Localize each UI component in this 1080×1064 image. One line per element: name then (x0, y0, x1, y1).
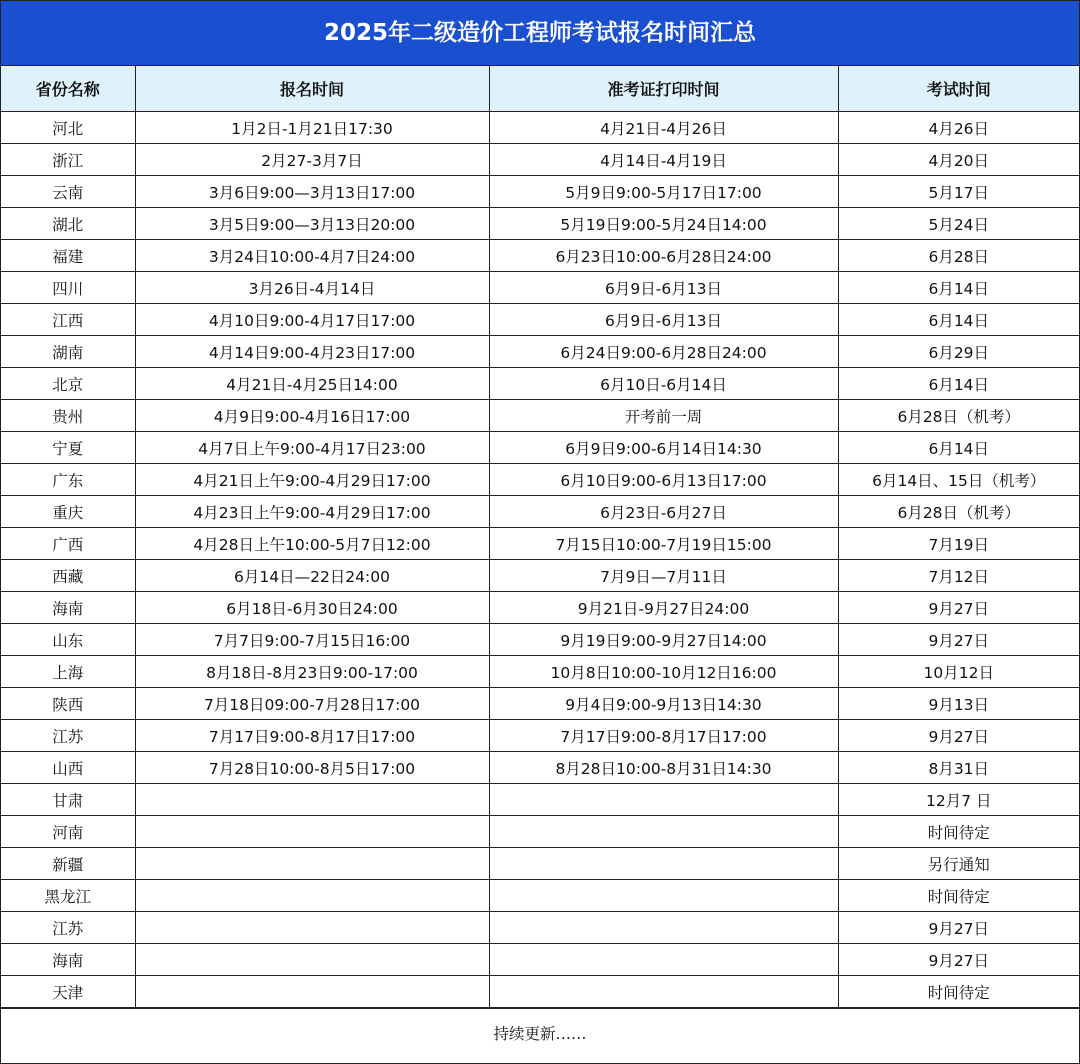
cell-exam-time: 7月19日 (838, 528, 1079, 560)
cell-exam-time: 9月27日 (838, 624, 1079, 656)
cell-exam-time: 4月26日 (838, 112, 1079, 144)
cell-registration-time: 7月17日9:00-8月17日17:00 (135, 720, 489, 752)
cell-province: 广东 (1, 464, 135, 496)
table-row (1, 144, 1079, 176)
cell-province: 西藏 (1, 560, 135, 592)
table-row (1, 592, 1079, 624)
cell-registration-time (135, 784, 489, 816)
table-row (1, 752, 1079, 784)
cell-exam-time: 9月27日 (838, 720, 1079, 752)
cell-exam-time: 9月27日 (838, 912, 1079, 944)
cell-admission-ticket-time: 4月21日-4月26日 (489, 112, 838, 144)
cell-registration-time: 7月28日10:00-8月5日17:00 (135, 752, 489, 784)
cell-admission-ticket-time (489, 880, 838, 912)
cell-province: 河南 (1, 816, 135, 848)
cell-province: 江苏 (1, 720, 135, 752)
cell-registration-time (135, 880, 489, 912)
table-row (1, 624, 1079, 656)
cell-exam-time: 时间待定 (838, 816, 1079, 848)
cell-province: 上海 (1, 656, 135, 688)
table-row (1, 944, 1079, 976)
cell-registration-time: 4月10日9:00-4月17日17:00 (135, 304, 489, 336)
cell-province: 山西 (1, 752, 135, 784)
cell-admission-ticket-time: 6月9日9:00-6月14日14:30 (489, 432, 838, 464)
header-registration-time: 报名时间 (135, 66, 489, 112)
cell-exam-time: 6月14日 (838, 432, 1079, 464)
cell-exam-time: 9月13日 (838, 688, 1079, 720)
table-row (1, 272, 1079, 304)
cell-registration-time: 3月26日-4月14日 (135, 272, 489, 304)
page-title: 2025年二级造价工程师考试报名时间汇总 (1, 1, 1079, 66)
cell-admission-ticket-time: 9月21日-9月27日24:00 (489, 592, 838, 624)
cell-province: 河北 (1, 112, 135, 144)
table-row (1, 432, 1079, 464)
cell-admission-ticket-time: 6月10日9:00-6月13日17:00 (489, 464, 838, 496)
table-row (1, 720, 1079, 752)
cell-registration-time: 3月6日9:00—3月13日17:00 (135, 176, 489, 208)
table-row (1, 208, 1079, 240)
cell-registration-time (135, 848, 489, 880)
cell-province: 重庆 (1, 496, 135, 528)
cell-exam-time: 5月24日 (838, 208, 1079, 240)
cell-registration-time: 7月7日9:00-7月15日16:00 (135, 624, 489, 656)
header-exam-time: 考试时间 (838, 66, 1079, 112)
table-row (1, 784, 1079, 816)
cell-province: 云南 (1, 176, 135, 208)
table-row (1, 368, 1079, 400)
cell-province: 黑龙江 (1, 880, 135, 912)
table-row (1, 560, 1079, 592)
cell-province: 新疆 (1, 848, 135, 880)
cell-exam-time: 6月28日（机考） (838, 496, 1079, 528)
cell-province: 广西 (1, 528, 135, 560)
header-admission-ticket-time: 准考证打印时间 (489, 66, 838, 112)
cell-exam-time: 7月12日 (838, 560, 1079, 592)
table-row (1, 400, 1079, 432)
cell-exam-time: 9月27日 (838, 944, 1079, 976)
cell-province: 甘肃 (1, 784, 135, 816)
cell-province: 四川 (1, 272, 135, 304)
table-row (1, 240, 1079, 272)
schedule-table (1, 66, 1079, 1008)
cell-province: 北京 (1, 368, 135, 400)
cell-exam-time: 8月31日 (838, 752, 1079, 784)
cell-exam-time: 6月14日 (838, 368, 1079, 400)
cell-admission-ticket-time (489, 976, 838, 1008)
cell-exam-time: 时间待定 (838, 976, 1079, 1008)
cell-registration-time: 4月21日上午9:00-4月29日17:00 (135, 464, 489, 496)
table-body (1, 112, 1079, 1008)
cell-admission-ticket-time: 9月19日9:00-9月27日14:00 (489, 624, 838, 656)
cell-exam-time: 另行通知 (838, 848, 1079, 880)
cell-exam-time: 6月28日（机考） (838, 400, 1079, 432)
cell-exam-time: 4月20日 (838, 144, 1079, 176)
cell-admission-ticket-time: 7月9日—7月11日 (489, 560, 838, 592)
table-row (1, 880, 1079, 912)
cell-registration-time: 6月18日-6月30日24:00 (135, 592, 489, 624)
cell-admission-ticket-time: 开考前一周 (489, 400, 838, 432)
cell-admission-ticket-time (489, 912, 838, 944)
cell-registration-time (135, 944, 489, 976)
cell-admission-ticket-time (489, 848, 838, 880)
cell-province: 天津 (1, 976, 135, 1008)
cell-province: 浙江 (1, 144, 135, 176)
table-row (1, 912, 1079, 944)
cell-registration-time: 4月23日上午9:00-4月29日17:00 (135, 496, 489, 528)
cell-exam-time: 6月14日、15日（机考） (838, 464, 1079, 496)
cell-registration-time: 2月27-3月7日 (135, 144, 489, 176)
header-province: 省份名称 (1, 66, 135, 112)
cell-admission-ticket-time: 9月4日9:00-9月13日14:30 (489, 688, 838, 720)
table-row (1, 528, 1079, 560)
cell-province: 福建 (1, 240, 135, 272)
header-row (1, 66, 1079, 112)
cell-registration-time: 4月14日9:00-4月23日17:00 (135, 336, 489, 368)
footer-note: 持续更新…… (1, 1008, 1079, 1059)
cell-admission-ticket-time: 8月28日10:00-8月31日14:30 (489, 752, 838, 784)
cell-exam-time: 12月7 日 (838, 784, 1079, 816)
cell-exam-time: 6月29日 (838, 336, 1079, 368)
table-row (1, 976, 1079, 1008)
cell-province: 宁夏 (1, 432, 135, 464)
cell-exam-time: 6月14日 (838, 304, 1079, 336)
cell-registration-time (135, 912, 489, 944)
cell-admission-ticket-time: 6月23日10:00-6月28日24:00 (489, 240, 838, 272)
cell-registration-time: 4月28日上午10:00-5月7日12:00 (135, 528, 489, 560)
table-row (1, 848, 1079, 880)
cell-admission-ticket-time: 5月9日9:00-5月17日17:00 (489, 176, 838, 208)
cell-province: 海南 (1, 592, 135, 624)
cell-registration-time: 4月21日-4月25日14:00 (135, 368, 489, 400)
cell-registration-time: 6月14日—22日24:00 (135, 560, 489, 592)
cell-admission-ticket-time: 10月8日10:00-10月12日16:00 (489, 656, 838, 688)
cell-admission-ticket-time (489, 816, 838, 848)
cell-exam-time: 9月27日 (838, 592, 1079, 624)
cell-province: 贵州 (1, 400, 135, 432)
cell-registration-time: 3月24日10:00-4月7日24:00 (135, 240, 489, 272)
table-row (1, 688, 1079, 720)
cell-admission-ticket-time (489, 944, 838, 976)
cell-province: 海南 (1, 944, 135, 976)
cell-province: 江苏 (1, 912, 135, 944)
table-row (1, 176, 1079, 208)
table-row (1, 112, 1079, 144)
cell-admission-ticket-time: 4月14日-4月19日 (489, 144, 838, 176)
table-row (1, 336, 1079, 368)
table-row (1, 496, 1079, 528)
cell-exam-time: 6月14日 (838, 272, 1079, 304)
cell-province: 山东 (1, 624, 135, 656)
cell-registration-time: 4月7日上午9:00-4月17日23:00 (135, 432, 489, 464)
cell-registration-time: 8月18日-8月23日9:00-17:00 (135, 656, 489, 688)
cell-exam-time: 5月17日 (838, 176, 1079, 208)
cell-registration-time (135, 816, 489, 848)
cell-exam-time: 时间待定 (838, 880, 1079, 912)
cell-admission-ticket-time: 6月10日-6月14日 (489, 368, 838, 400)
cell-registration-time: 7月18日09:00-7月28日17:00 (135, 688, 489, 720)
cell-admission-ticket-time: 6月23日-6月27日 (489, 496, 838, 528)
table-row (1, 816, 1079, 848)
cell-province: 陕西 (1, 688, 135, 720)
cell-registration-time: 4月9日9:00-4月16日17:00 (135, 400, 489, 432)
cell-exam-time: 10月12日 (838, 656, 1079, 688)
cell-admission-ticket-time: 5月19日9:00-5月24日14:00 (489, 208, 838, 240)
cell-admission-ticket-time: 6月24日9:00-6月28日24:00 (489, 336, 838, 368)
cell-exam-time: 6月28日 (838, 240, 1079, 272)
table-row (1, 656, 1079, 688)
cell-admission-ticket-time: 6月9日-6月13日 (489, 304, 838, 336)
cell-registration-time: 1月2日-1月21日17:30 (135, 112, 489, 144)
cell-registration-time: 3月5日9:00—3月13日20:00 (135, 208, 489, 240)
table-row (1, 304, 1079, 336)
cell-admission-ticket-time: 7月17日9:00-8月17日17:00 (489, 720, 838, 752)
cell-registration-time (135, 976, 489, 1008)
cell-admission-ticket-time (489, 784, 838, 816)
table-row (1, 464, 1079, 496)
cell-province: 湖南 (1, 336, 135, 368)
cell-province: 湖北 (1, 208, 135, 240)
cell-admission-ticket-time: 6月9日-6月13日 (489, 272, 838, 304)
cell-province: 江西 (1, 304, 135, 336)
cell-admission-ticket-time: 7月15日10:00-7月19日15:00 (489, 528, 838, 560)
